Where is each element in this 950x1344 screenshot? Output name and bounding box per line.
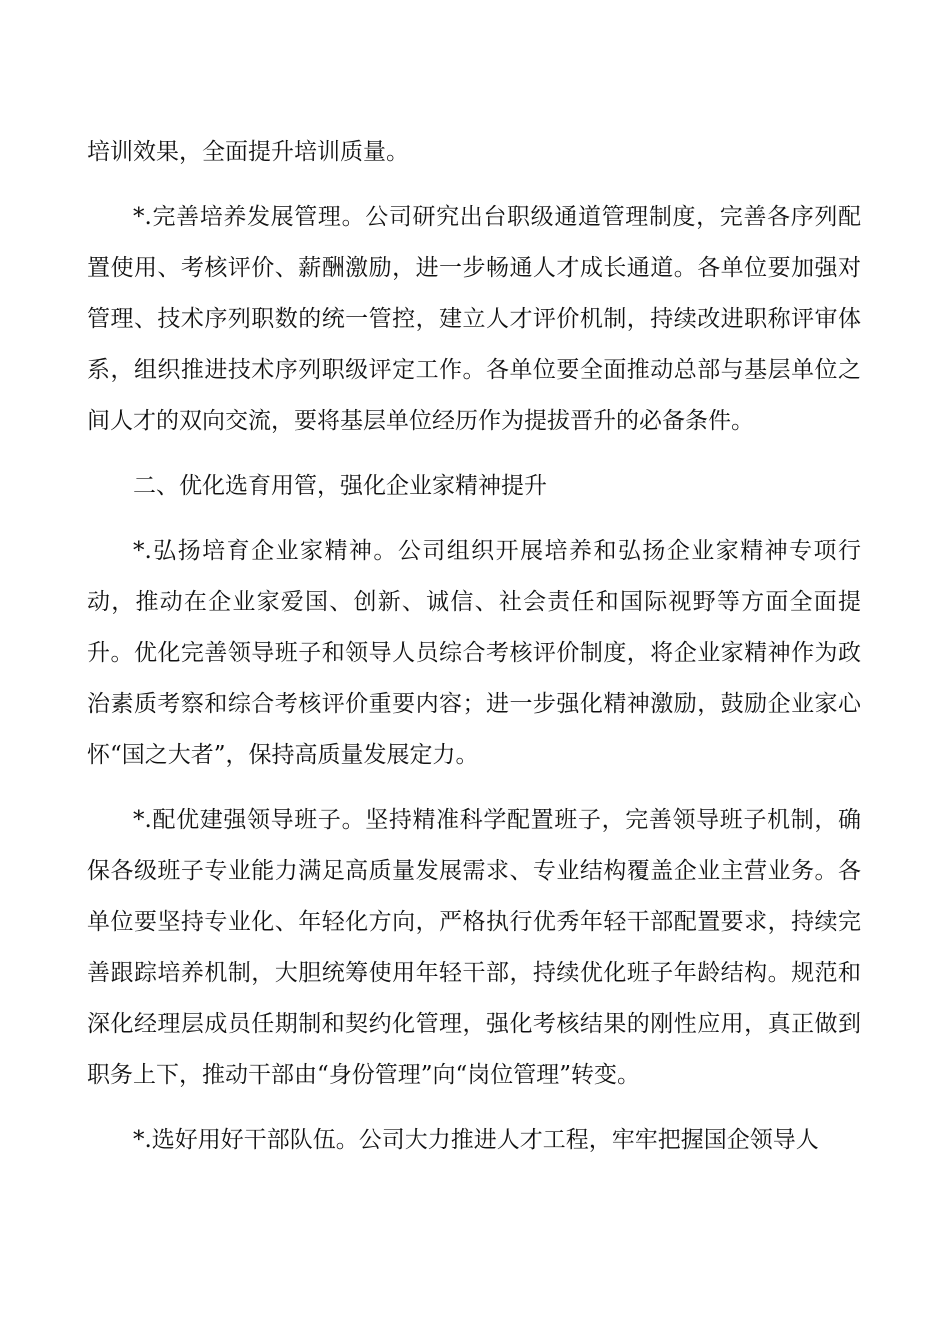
- paragraph-continued: 培训效果，全面提升培训质量。: [87, 139, 409, 165]
- section-heading-2: 二、优化选育用管，强化企业家精神提升: [133, 473, 547, 499]
- document-body: [87, 127, 861, 1166]
- paragraph-entrepreneurship: *.弘扬培育企业家精神。公司组织开展培养和弘扬企业家精神专项行动，推动在企业家爱国、创新、诚信、社会责任和国际视野等方面全面提升。优化完善领导班子和领导人员综合考核评价制度，将企业家精神作为政治素质考察和综合考核评价重要内容；进一步强化精神激励，鼓励企业家心怀“国之大者”，保持高质量发展定力。: [87, 538, 861, 768]
- paragraph-leadership-team: *.配优建强领导班子。坚持精准科学配置班子，完善领导班子机制，确保各级班子专业能力满足高质量发展需求、专业结构覆盖企业主营业务。各单位要坚持专业化、年轻化方向，严格执行优秀年轻干部配置要求，持续完善跟踪培养机制，大胆统筹使用年轻干部，持续优化班子年龄结构。规范和深化经理层成员任期制和契约化管理，强化考核结果的刚性应用，真正做到职务上下，推动干部由“身份管理”向“岗位管理”转变。: [87, 807, 861, 1088]
- paragraph-training-development: *.完善培养发展管理。公司研究出台职级通道管理制度，完善各序列配置使用、考核评价、薪酬激励，进一步畅通人才成长通道。各单位要加强对管理、技术序列职数的统一管控，建立人才评价机制，持续改进职称评审体系，组织推进技术序列职级评定工作。各单位要全面推动总部与基层单位之间人才的双向交流，要将基层单位经历作为提拔晋升的必备条件。: [87, 204, 861, 434]
- paragraph-cadre-team: *.选好用好干部队伍。公司大力推进人才工程，牢牢把握国企领导人: [133, 1127, 819, 1153]
